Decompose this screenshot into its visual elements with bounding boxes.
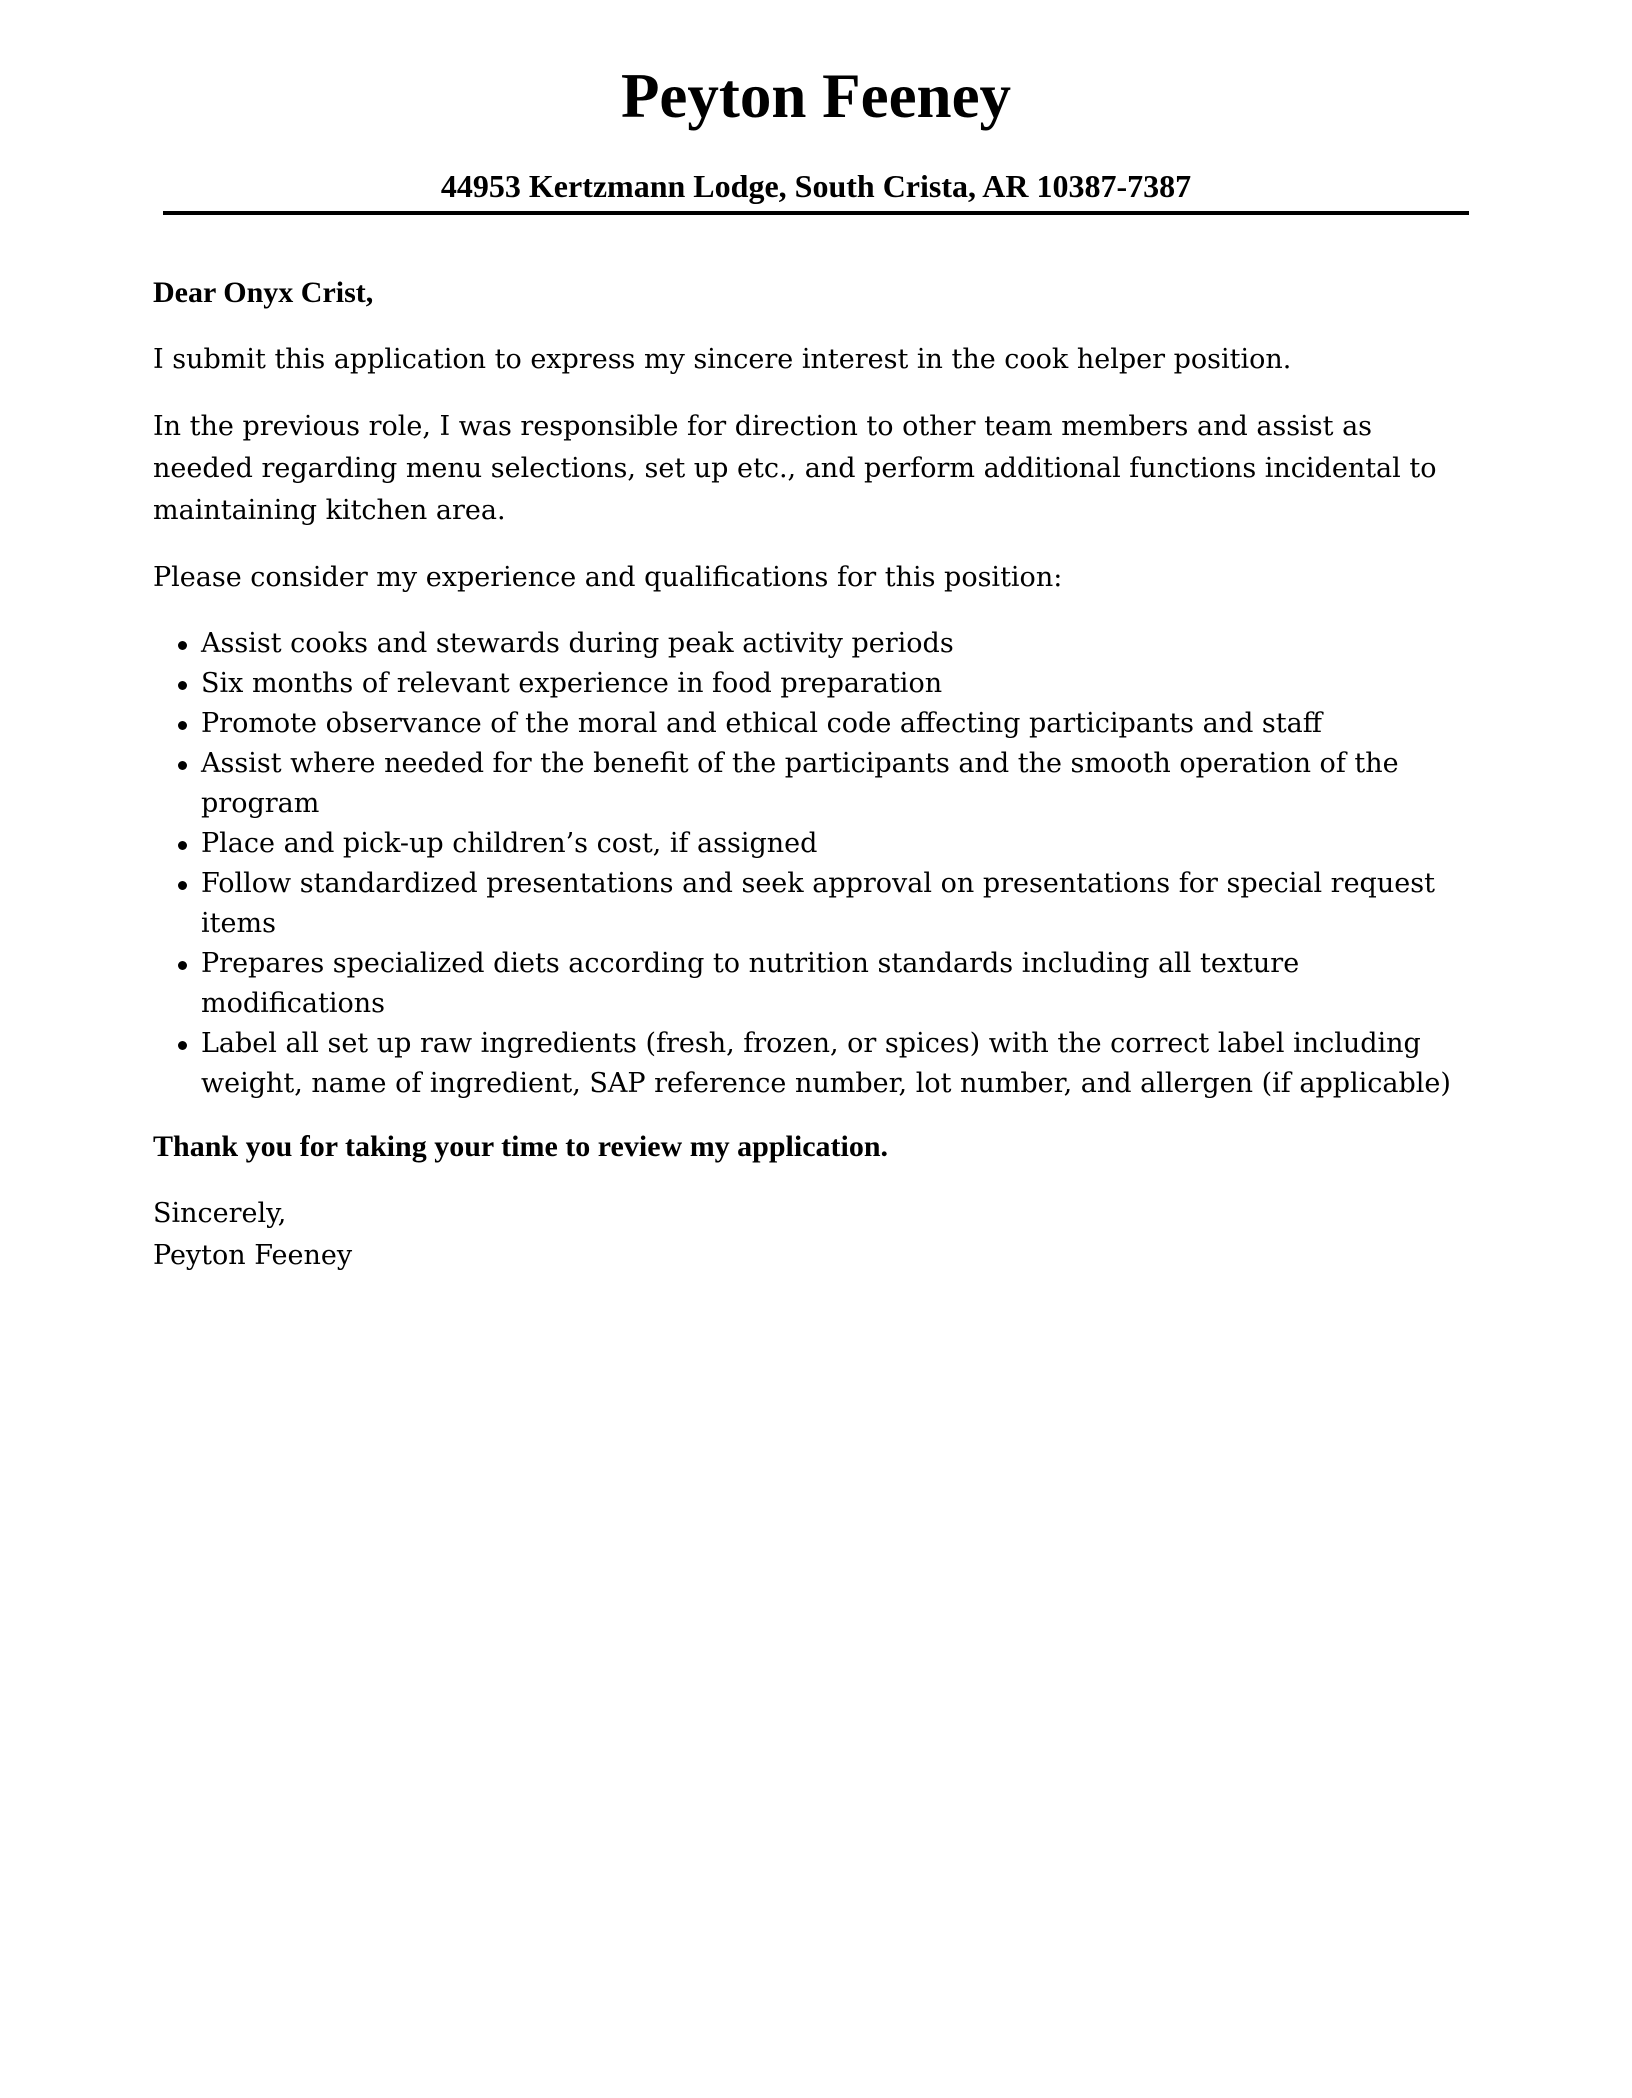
list-item-text: Place and pick-up children’s cost, if assigned: [201, 828, 818, 859]
list-item: [153, 944, 1473, 1024]
list-item: [153, 864, 1473, 944]
list-item: [153, 744, 1473, 824]
bullet-icon: [178, 841, 187, 850]
list-item: [153, 664, 1473, 704]
list-item-text: Promote observance of the moral and ethical code affecting participants and staff: [201, 708, 1322, 739]
list-item-text: Label all set up raw ingredients (fresh, frozen, or spices) with the correct label including weight, name of ingredient, SAP reference number, lot number, and allergen (if applicable): [201, 1028, 1451, 1099]
bullet-icon: [178, 681, 187, 690]
consider-paragraph: Please consider my experience and qualifications for this position:: [153, 562, 1063, 593]
bullet-icon: [178, 1041, 187, 1050]
bullet-icon: [178, 961, 187, 970]
letter-body: [153, 272, 1473, 1277]
applicant-address: 44953 Kertzmann Lodge, South Crista, AR 10387-7387: [440, 168, 1192, 204]
previous-role-paragraph: In the previous role, I was responsible for direction to other team members and assist as needed regarding menu selections, set up etc., and perform additional functions incidental to maintaining kitchen area.: [153, 411, 1437, 526]
list-item-text: Six months of relevant experience in food preparation: [201, 668, 943, 699]
qualifications-list: [153, 624, 1473, 1104]
bullet-icon: [178, 881, 187, 890]
closing: Sincerely,: [153, 1198, 287, 1229]
signature: Peyton Feeney: [153, 1240, 353, 1271]
list-item: [153, 1024, 1473, 1104]
thanks-paragraph: Thank you for taking your time to review my application.: [153, 1130, 889, 1163]
bullet-icon: [178, 641, 187, 650]
salutation: Dear Onyx Crist,: [153, 276, 374, 309]
list-item: [153, 704, 1473, 744]
list-item-text: Follow standardized presentations and seek approval on presentations for special request items: [201, 868, 1435, 939]
bullet-icon: [178, 761, 187, 770]
bullet-icon: [178, 721, 187, 730]
list-item: [153, 824, 1473, 864]
header-divider: [163, 211, 1469, 215]
list-item-text: Assist cooks and stewards during peak activity periods: [201, 628, 954, 659]
intro-paragraph: I submit this application to express my sincere interest in the cook helper position.: [153, 344, 1292, 375]
applicant-name: Peyton Feeney: [620, 61, 1012, 131]
list-item-text: Assist where needed for the benefit of the participants and the smooth operation of the program: [201, 748, 1399, 819]
list-item-text: Prepares specialized diets according to nutrition standards including all texture modifications: [201, 948, 1300, 1019]
list-item: [153, 624, 1473, 664]
